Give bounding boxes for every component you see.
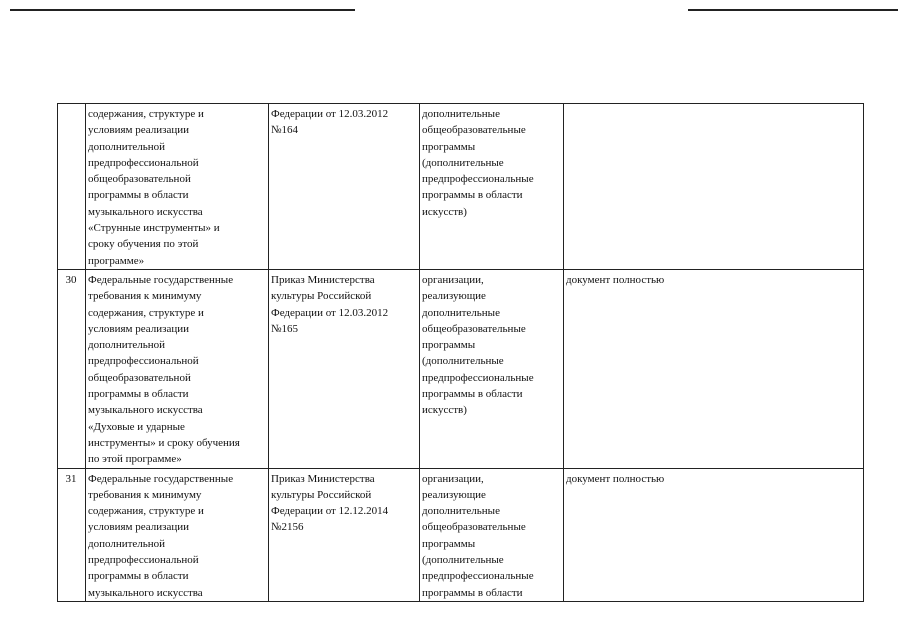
table-row — [58, 468, 864, 601]
row-number — [58, 104, 86, 270]
applicable-organizations-cell: организации, реализующие дополнительные общеобразовательные программы (дополнительные предпрофессиональные программы в области искусств) — [420, 269, 564, 468]
requirement-name-cell: содержания, структуре и условиям реализации дополнительной предпрофессиональной общеобразовательной программы в области музыкального искусства «Струнные инструменты» и сроку обучения по этой программе» — [86, 104, 269, 270]
applicable-organizations-cell: дополнительные общеобразовательные программы (дополнительные предпрофессиональные программы в области искусств) — [420, 104, 564, 270]
applicable-organizations-cell: организации, реализующие дополнительные общеобразовательные программы (дополнительные предпрофессиональные программы в области — [420, 468, 564, 601]
legal-act-cell: Приказ Министерства культуры Российской Федерации от 12.03.2012 №165 — [269, 269, 420, 468]
regulations-table — [57, 103, 864, 602]
requirement-name-cell: Федеральные государственные требования к минимуму содержания, структуре и условиям реализации дополнительной предпрофессиональной программы в области музыкального искусства — [86, 468, 269, 601]
scope-cell: документ полностью — [564, 468, 864, 601]
table-row — [58, 269, 864, 468]
header-rule-right — [688, 9, 898, 11]
scope-cell — [564, 104, 864, 270]
legal-act-cell: Приказ Министерства культуры Российской Федерации от 12.12.2014 №2156 — [269, 468, 420, 601]
table-row — [58, 104, 864, 270]
scope-cell: документ полностью — [564, 269, 864, 468]
row-number: 31 — [58, 468, 86, 601]
legal-act-cell: Федерации от 12.03.2012 №164 — [269, 104, 420, 270]
row-number: 30 — [58, 269, 86, 468]
header-rule-left — [10, 9, 355, 11]
requirement-name-cell: Федеральные государственные требования к минимуму содержания, структуре и условиям реализации дополнительной предпрофессиональной общеобразовательной программы в области музыкального искусства «Духовые и ударные инструменты» и сроку обучения по этой программе» — [86, 269, 269, 468]
